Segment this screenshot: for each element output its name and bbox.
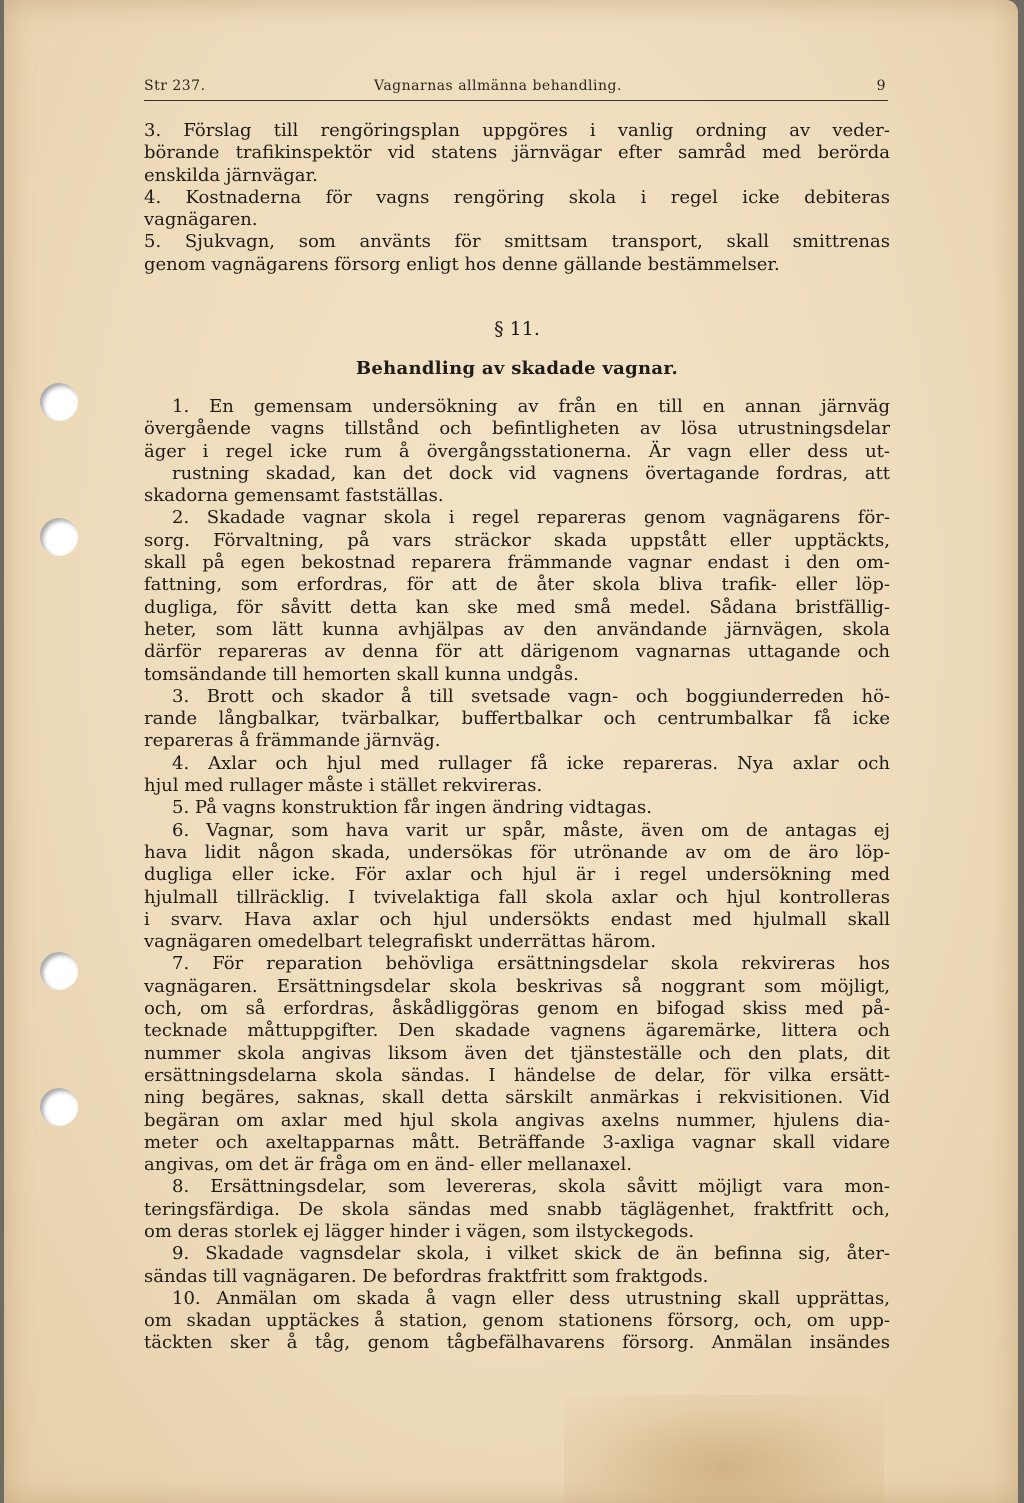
text-line: 7. För reparation behövliga ersättningsdelar skola rekvireras hos bbox=[172, 953, 890, 975]
section-body bbox=[144, 396, 890, 1355]
text-line: täckten sker å tåg, genom tågbefälhavarens försorg. Anmälan insändes bbox=[144, 1332, 890, 1354]
punch-hole bbox=[40, 383, 78, 421]
text-line: 5. Sjukvagn, som använts för smittsam transport, skall smittrenas bbox=[144, 231, 890, 253]
text-line: sorg. Förvaltning, på vars sträckor skada uppstått eller upptäckts, bbox=[144, 529, 890, 551]
text-line: tecknade måttuppgifter. Den skadade vagnens ägaremärke, littera och bbox=[144, 1020, 890, 1042]
header-title: Vagnarnas allmänna behandling. bbox=[374, 78, 622, 94]
section-title: Behandling av skadade vagnar. bbox=[355, 358, 679, 379]
text-line: heter, som lätt kunna avhjälpas av den användande järnvägen, skola bbox=[144, 618, 890, 640]
text-line: 3. Förslag till rengöringsplan uppgöres i vanlig ordning av veder- bbox=[144, 120, 890, 141]
text-line: 5. På vagns konstruktion får ingen ändring vidtagas. bbox=[172, 797, 652, 819]
text-line: hjulmall tillräcklig. I tvivelaktiga fall skola axlar och hjul kontrolleras bbox=[144, 886, 890, 908]
text-line: 3. Brott och skador å till svetsade vagn- och boggiunderreden hö- bbox=[172, 685, 890, 707]
text-line: om deras storlek ej lägger hinder i vägen, som ilstyckegods. bbox=[144, 1220, 695, 1242]
text-line: 2. Skadade vagnar skola i regel repareras genom vagnägarens för- bbox=[172, 507, 890, 529]
text-line: skall på egen bekostnad reparera främmande vagnar endast i den om- bbox=[144, 552, 890, 574]
text-line: i svarv. Hava axlar och hjul undersökts endast med hjulmall skall bbox=[144, 908, 890, 930]
text-line: 4. Axlar och hjul med rullager få icke repareras. Nya axlar och bbox=[172, 752, 890, 774]
text-line: om skadan upptäckes å station, genom stationens försorg, och, om upp- bbox=[144, 1310, 890, 1332]
text-line: därför repareras av denna för att därigenom vagnarnas uttagande och bbox=[144, 641, 890, 663]
punch-hole bbox=[40, 952, 78, 990]
text-line: meter och axeltapparnas mått. Beträffande 3-axliga vagnar skall vidare bbox=[144, 1131, 890, 1153]
text-line: äger i regel icke rum å övergångsstationerna. Är vagn eller dess ut- bbox=[144, 440, 890, 462]
intro-paragraphs bbox=[144, 120, 890, 276]
text-line: 1. En gemensam undersökning av från en till en annan järnväg bbox=[172, 396, 890, 417]
text-line: 6. Vagnar, som hava varit ur spår, måste, även om de antagas ej bbox=[172, 819, 890, 841]
text-line: teringsfärdiga. De skola sändas med snabb täglägenhet, fraktfritt och, bbox=[144, 1198, 890, 1220]
text-line: skadorna gemensamt fastställas. bbox=[144, 485, 444, 507]
text-line: angivas, om det är fråga om en änd- eller mellanaxel. bbox=[144, 1154, 632, 1176]
text-line: 10. Anmälan om skada å vagn eller dess utrustning skall upprättas, bbox=[172, 1287, 890, 1309]
text-line: dugliga, för såvitt detta kan ske med små medel. Sådana bristfällig- bbox=[144, 596, 890, 618]
text-line: repareras å främmande järnväg. bbox=[144, 730, 441, 752]
text-line: rustning skadad, kan det dock vid vagnens övertagande fordras, att bbox=[172, 462, 890, 484]
text-line: övergående vagns tillstånd och befintligheten av lösa utrustningsdelar bbox=[144, 418, 890, 440]
punch-hole bbox=[40, 518, 78, 556]
text-line: genom vagnägarens försorg enligt hos denne gällande bestämmelser. bbox=[144, 253, 780, 275]
text-line: tomsändande till hemorten skall kunna undgås. bbox=[144, 663, 579, 685]
document-page bbox=[4, 0, 1018, 1503]
text-line: 4. Kostnaderna för vagns rengöring skola i regel icke debiteras bbox=[144, 186, 890, 208]
text-line: dugliga eller icke. För axlar och hjul är i regel undersökning med bbox=[144, 864, 890, 886]
text-line: sändas till vagnägaren. De befordras fraktfritt som fraktgods. bbox=[144, 1265, 709, 1287]
text-line: hjul med rullager måste i stället rekvireras. bbox=[144, 775, 543, 797]
text-line: 9. Skadade vagnsdelar skola, i vilket skick de än befinna sig, åter- bbox=[172, 1243, 890, 1265]
text-line: ersättningsdelarna skola sändas. I händelse de delar, för vilka ersätt- bbox=[144, 1064, 890, 1086]
text-line: fattning, som erfordras, för att de åter skola bliva trafik- eller löp- bbox=[144, 574, 890, 596]
text-line: vagnägaren omedelbart telegrafiskt underrättas härom. bbox=[144, 931, 657, 953]
page-number: 9 bbox=[876, 78, 886, 94]
text-line: 8. Ersättningsdelar, som levereras, skola såvitt möjligt vara mon- bbox=[172, 1176, 890, 1198]
water-stain bbox=[564, 1395, 884, 1503]
punch-hole bbox=[40, 1088, 78, 1126]
text-line: ning begäres, saknas, skall detta särskilt anmärkas i rekvisitionen. Vid bbox=[144, 1087, 890, 1109]
running-header bbox=[144, 78, 888, 101]
text-line: vagnägaren. bbox=[144, 209, 258, 231]
text-line: och, om så erfordras, åskådliggöras genom en bifogad skiss med på- bbox=[144, 998, 890, 1020]
section-number: § 11. bbox=[494, 318, 540, 340]
text-line: begäran om axlar med hjul skola angivas axelns nummer, hjulens dia- bbox=[144, 1109, 890, 1131]
text-line: rande långbalkar, tvärbalkar, buffertbalkar och centrumbalkar få icke bbox=[144, 708, 890, 730]
text-line: hava lidit någon skada, undersökas för utrönande av om de äro löp- bbox=[144, 841, 890, 863]
header-reference: Str 237. bbox=[144, 78, 206, 94]
text-line: börande trafikinspektör vid statens järnvägar efter samråd med berörda bbox=[144, 142, 890, 164]
text-line: nummer skola angivas liksom även det tjänsteställe och den plats, dit bbox=[144, 1042, 890, 1064]
text-line: vagnägaren. Ersättningsdelar skola beskrivas så noggrant som möjligt, bbox=[144, 975, 890, 997]
text-line: enskilda järnvägar. bbox=[144, 164, 318, 186]
